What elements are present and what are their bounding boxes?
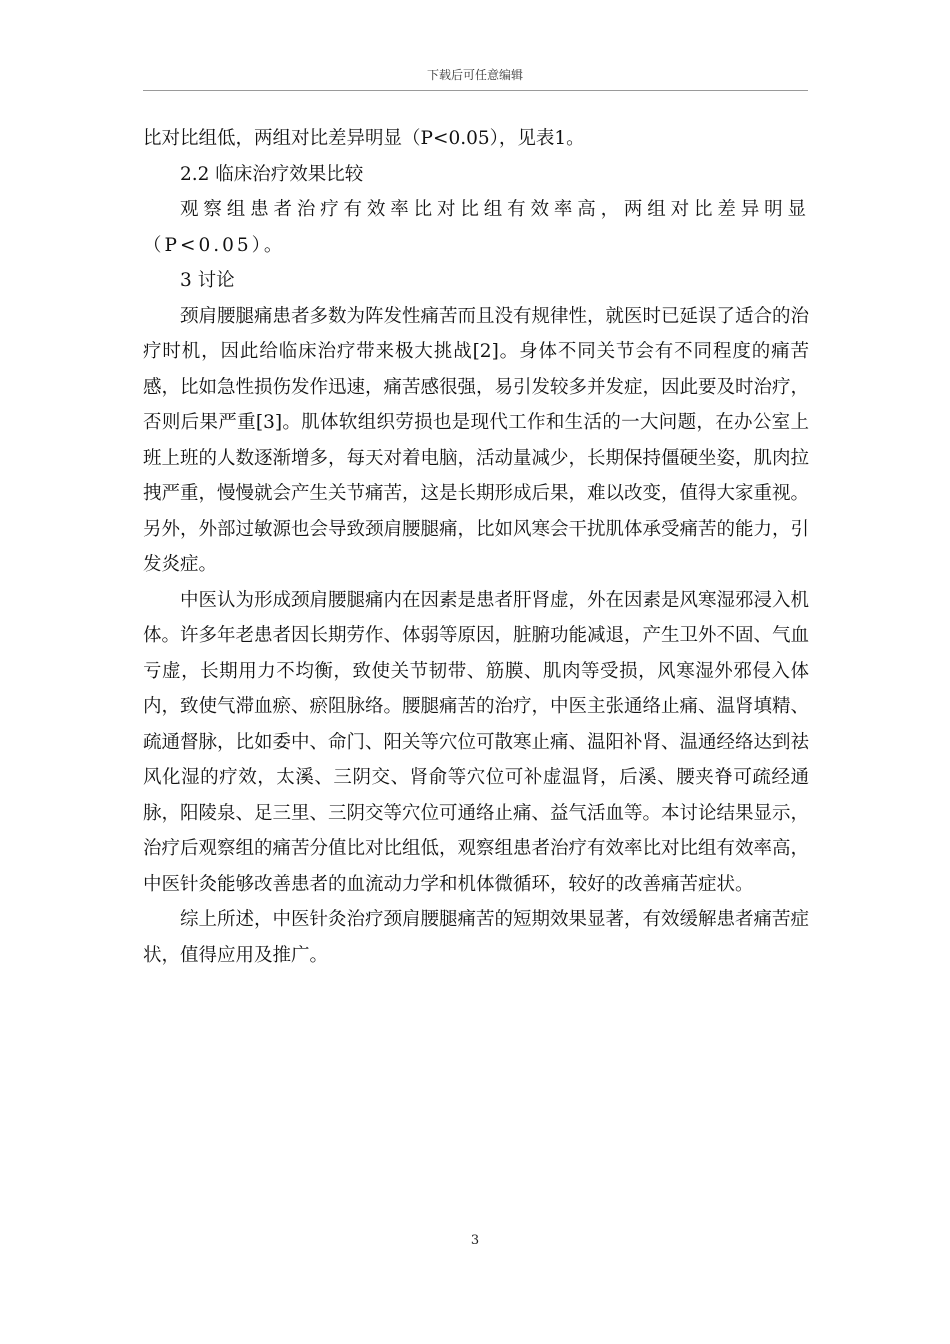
section-heading-2-2: 2.2 临床治疗效果比较: [180, 163, 364, 185]
page-header: 下载后可任意编辑: [426, 68, 523, 82]
paragraph-conclusion: 综上所述，中医针灸治疗颈肩腰腿痛苦的短期效果显著，有效缓解患者痛苦症状，值得应用及推广。: [143, 909, 810, 966]
paragraph-continuation: 比对比组低，两组对比差异明显（P<0.05），见表1。: [143, 128, 585, 149]
section-heading-3: 3 讨论: [180, 270, 235, 291]
document-body: [143, 121, 809, 973]
paragraph-discussion-2: 中医认为形成颈肩腰腿痛内在因素是患者肝肾虚，外在因素是风寒湿邪浸入机体。许多年老患者因长期劳作、体弱等原因，脏腑功能减退，产生卫外不固、气血亏虚，长期用力不均衡，致使关节韧带、筋膜、肌肉等受损，风寒湿外邪侵入体内，致使气滞血瘀、瘀阻脉络。腰腿痛苦的治疗，中医主张通络止痛、温肾填精、疏通督脉，比如委中、命门、阳关等穴位可散寒止痛、温阳补肾、温通经络达到祛风化湿的疗效，太溪、三阴交、肾俞等穴位可补虚温肾，后溪、腰夹脊可疏经通脉，阳陵泉、足三里、三阴交等穴位可通络止痛、益气活血等。本讨论结果显示，治疗后观察组的痛苦分值比对比组低，观察组患者治疗有效率比对比组有效率高，中医针灸能够改善患者的血流动力学和机体微循环，较好的改善痛苦症状。: [143, 589, 810, 895]
paragraph-discussion-1: 颈肩腰腿痛患者多数为阵发性痛苦而且没有规律性，就医时已延误了适合的治疗时机，因此给临床治疗带来极大挑战[2]。身体不同关节会有不同程度的痛苦感，比如急性损伤发作迅速，痛苦感很强，易引发较多并发症，因此要及时治疗，否则后果严重[3]。肌体软组织劳损也是现代工作和生活的一大问题，在办公室上班上班的人数逐渐增多，每天对着电脑，活动量减少，长期保持僵硬坐姿，肌肉拉拽严重，慢慢就会产生关节痛苦，这是长期形成后果，难以改变，值得大家重视。另外，外部过敏源也会导致颈肩腰腿痛，比如风寒会干扰肌体承受痛苦的能力，引发炎症。: [143, 305, 810, 575]
paragraph-efficacy: 观察组患者治疗有效率比对比组有效率高，两组对比差异明显（P<0.05）。: [143, 199, 809, 256]
header-divider: [143, 90, 808, 91]
page-number: 3: [470, 1233, 480, 1248]
